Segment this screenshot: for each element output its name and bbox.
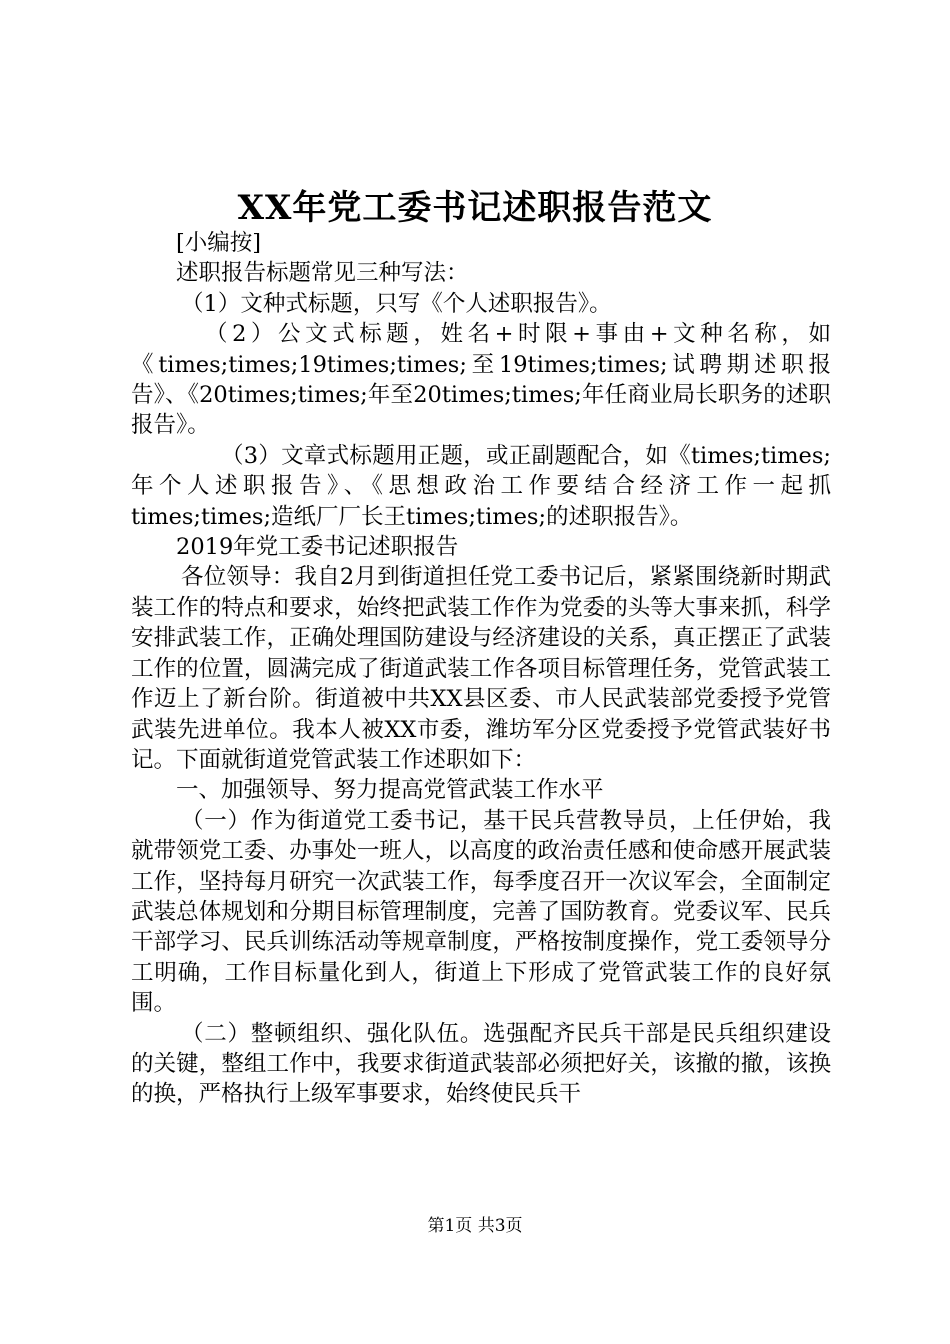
report-opening-paragraph: 各位领导：我自2月到街道担任党工委书记后，紧紧围绕新时期武装工作的特点和要求，始终把武装工作作为党委的头等大事来抓，科学安排武装工作，正确处理国防建设与经济建设的关系，真正摆正了武装工作的位置，圆满完成了街道武装工作各项目标管理任务，党管武装工作迈上了新台阶。街道被中共XX县区委、市人民武装部党委授予党管武装先进单位。我本人被XX市委，潍坊军分区党委授予党管武装好书记。下面就街道党管武装工作述职如下： [131,564,831,773]
title-style-2-paragraph: （2）公文式标题，姓名+时限+事由+文种名称，如《times;times;19times;times;至19times;times;试聘期述职报告》、《20times;times;年至20times;times;年任商业局长职务的述职报告》。 [131,321,831,439]
title-styles-intro-paragraph: 述职报告标题常见三种写法： [176,260,469,287]
editor-note-paragraph: [小编按] [176,230,262,256]
title-style-3-paragraph: （3）文章式标题用正题，或正副题配合，如《times;times;年个人述职报告》、《思想政治工作要结合经济工作一起抓times;times;造纸厂厂长王times;times;的述职报告》。 [131,442,831,530]
section-heading-1: 一、加强领导、努力提高党管武装工作水平 [176,777,604,804]
section-1-item-1-paragraph: （一）作为街道党工委书记，基干民兵营教导员，上任伊始，我就带领党工委、办事处一班人，以高度的政治责任感和使命感开展武装工作，坚持每月研究一次武装工作，每季度召开一次议军会，全面制定武装总体规划和分期目标管理制度，完善了国防教育。党委议军、民兵干部学习、民兵训练活动等规章制度，严格按制度操作，党工委领导分工明确，工作目标量化到人，街道上下形成了党管武装工作的良好氛围。 [131,807,831,1017]
title-style-1-paragraph: （1）文种式标题，只写《个人述职报告》。 [181,290,612,317]
page-number-footer: 第1页 共3页 [427,1216,523,1236]
report-subtitle-paragraph: 2019年党工委书记述职报告 [176,534,459,561]
document-body [131,228,831,1110]
document-title: XX年党工委书记述职报告范文 [237,188,713,228]
section-1-item-2-paragraph: （二）整顿组织、强化队伍。选强配齐民兵干部是民兵组织建设的关键，整组工作中，我要求街道武装部必须把好关，该撤的撤，该换的换，严格执行上级军事要求，始终使民兵干 [131,1020,831,1108]
